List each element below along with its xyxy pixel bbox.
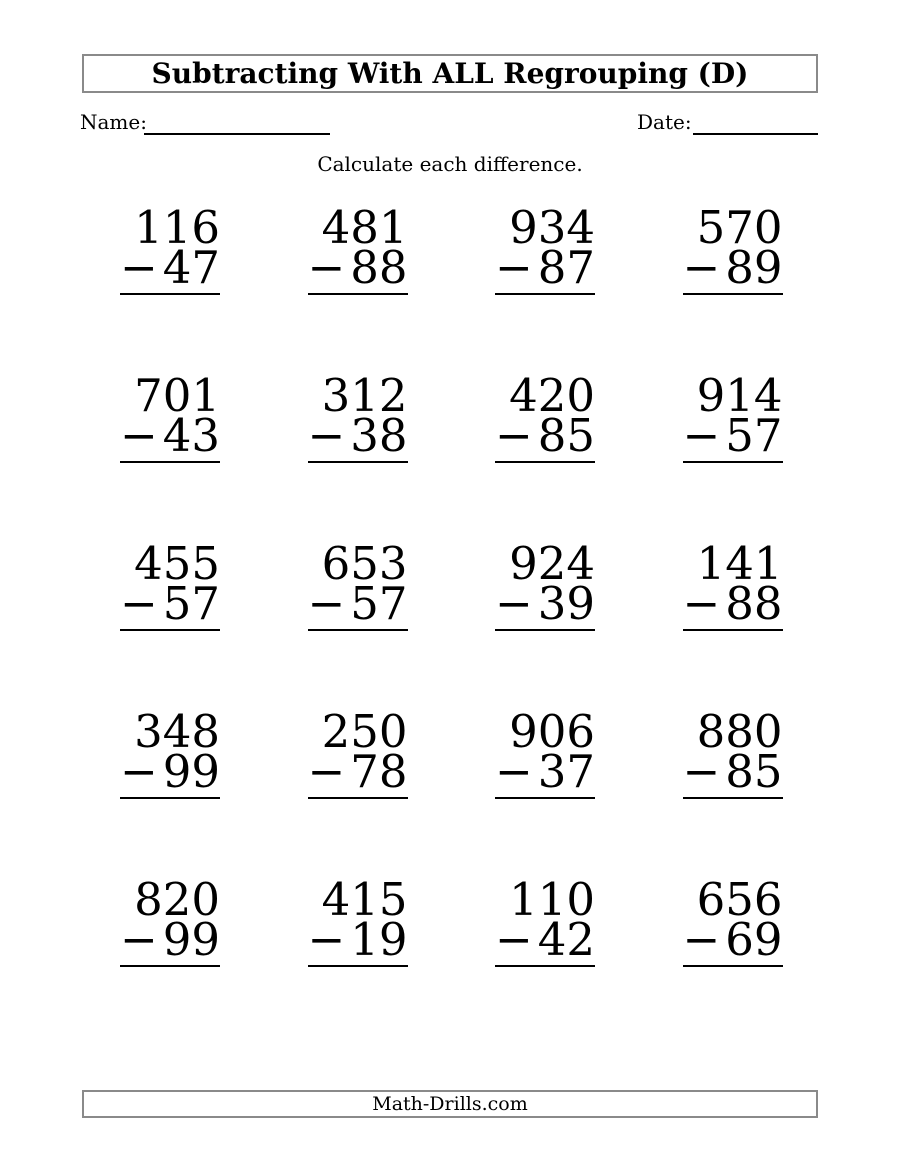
subtrahend-row <box>307 409 408 462</box>
subtrahend-row <box>307 913 408 966</box>
subtraction-problem <box>307 201 408 295</box>
subtrahend: 85 <box>537 409 595 462</box>
subtraction-problem <box>495 705 595 799</box>
subtraction-problem <box>682 705 783 799</box>
minus-operator: − <box>682 913 721 966</box>
minuend: 656 <box>696 873 783 926</box>
subtraction-problem <box>495 537 595 631</box>
subtrahend-row <box>495 241 595 294</box>
minuend: 141 <box>696 537 783 590</box>
minus-operator: − <box>495 241 533 294</box>
minus-operator: − <box>307 409 346 462</box>
subtrahend-row <box>682 409 783 462</box>
minus-operator: − <box>120 913 158 966</box>
name-input-line[interactable] <box>144 133 330 135</box>
subtrahend-row <box>682 241 783 294</box>
subtrahend: 99 <box>162 745 220 798</box>
minuend: 924 <box>509 537 595 590</box>
subtrahend-row <box>307 745 408 798</box>
name-label: Name: <box>80 110 147 134</box>
subtrahend: 43 <box>162 409 220 462</box>
minuend: 906 <box>509 705 595 758</box>
minuend: 110 <box>509 873 595 926</box>
minus-operator: − <box>120 745 158 798</box>
minuend: 415 <box>321 873 408 926</box>
subtrahend-row <box>120 409 220 462</box>
subtrahend-row <box>495 745 595 798</box>
subtrahend-row <box>682 913 783 966</box>
minus-operator: − <box>307 745 346 798</box>
subtrahend: 57 <box>350 577 408 630</box>
minuend: 481 <box>321 201 408 254</box>
subtraction-problem <box>307 537 408 631</box>
minuend: 116 <box>134 201 220 254</box>
minuend: 701 <box>134 369 220 422</box>
subtrahend-row <box>682 745 783 798</box>
minuend: 570 <box>696 201 783 254</box>
subtraction-problem <box>307 873 408 967</box>
problems-grid <box>120 201 783 967</box>
subtrahend: 37 <box>537 745 595 798</box>
subtrahend-row <box>495 577 595 630</box>
subtraction-problem <box>495 369 595 463</box>
minus-operator: − <box>307 913 346 966</box>
subtrahend: 38 <box>350 409 408 462</box>
subtrahend-row <box>120 913 220 966</box>
subtrahend: 78 <box>350 745 408 798</box>
subtrahend: 99 <box>162 913 220 966</box>
subtrahend-row <box>120 241 220 294</box>
minus-operator: − <box>120 577 158 630</box>
page-title: Subtracting With ALL Regrouping (D) <box>151 57 749 90</box>
subtrahend: 87 <box>537 241 595 294</box>
minus-operator: − <box>682 577 721 630</box>
date-input-line[interactable] <box>693 133 818 135</box>
minus-operator: − <box>495 913 533 966</box>
minus-operator: − <box>495 745 533 798</box>
subtrahend-row <box>682 577 783 630</box>
subtrahend: 89 <box>725 241 783 294</box>
subtraction-problem <box>120 705 220 799</box>
minuend: 420 <box>509 369 595 422</box>
minuend: 312 <box>321 369 408 422</box>
footer-box <box>82 1090 818 1118</box>
subtrahend-row <box>120 577 220 630</box>
subtraction-problem <box>495 873 595 967</box>
minuend: 250 <box>321 705 408 758</box>
subtraction-problem <box>682 201 783 295</box>
minuend: 914 <box>696 369 783 422</box>
minuend: 934 <box>509 201 595 254</box>
subtraction-problem <box>307 705 408 799</box>
subtrahend: 85 <box>725 745 783 798</box>
subtrahend-row <box>307 577 408 630</box>
minus-operator: − <box>120 241 158 294</box>
minuend: 455 <box>134 537 220 590</box>
subtrahend-row <box>495 409 595 462</box>
minus-operator: − <box>682 745 721 798</box>
minus-operator: − <box>495 577 533 630</box>
minus-operator: − <box>495 409 533 462</box>
instruction-text: Calculate each difference. <box>317 152 583 176</box>
subtraction-problem <box>495 201 595 295</box>
minuend: 820 <box>134 873 220 926</box>
subtraction-problem <box>120 369 220 463</box>
minus-operator: − <box>120 409 158 462</box>
subtrahend: 19 <box>350 913 408 966</box>
subtrahend: 39 <box>537 577 595 630</box>
minuend: 880 <box>696 705 783 758</box>
subtraction-problem <box>120 537 220 631</box>
minuend: 653 <box>321 537 408 590</box>
subtrahend: 88 <box>350 241 408 294</box>
worksheet-title-box <box>82 54 818 93</box>
minus-operator: − <box>682 409 721 462</box>
subtrahend: 47 <box>162 241 220 294</box>
minuend: 348 <box>134 705 220 758</box>
minus-operator: − <box>307 241 346 294</box>
minus-operator: − <box>307 577 346 630</box>
date-label: Date: <box>637 110 692 134</box>
subtrahend: 88 <box>725 577 783 630</box>
subtrahend: 57 <box>162 577 220 630</box>
subtrahend: 57 <box>725 409 783 462</box>
subtrahend-row <box>120 745 220 798</box>
minus-operator: − <box>682 241 721 294</box>
subtraction-problem <box>307 369 408 463</box>
footer-site-name: Math-Drills.com <box>372 1093 528 1115</box>
subtrahend-row <box>307 241 408 294</box>
subtraction-problem <box>682 873 783 967</box>
subtraction-problem <box>682 369 783 463</box>
subtrahend: 69 <box>725 913 783 966</box>
subtraction-problem <box>682 537 783 631</box>
subtrahend: 42 <box>537 913 595 966</box>
subtraction-problem <box>120 873 220 967</box>
subtrahend-row <box>495 913 595 966</box>
subtraction-problem <box>120 201 220 295</box>
